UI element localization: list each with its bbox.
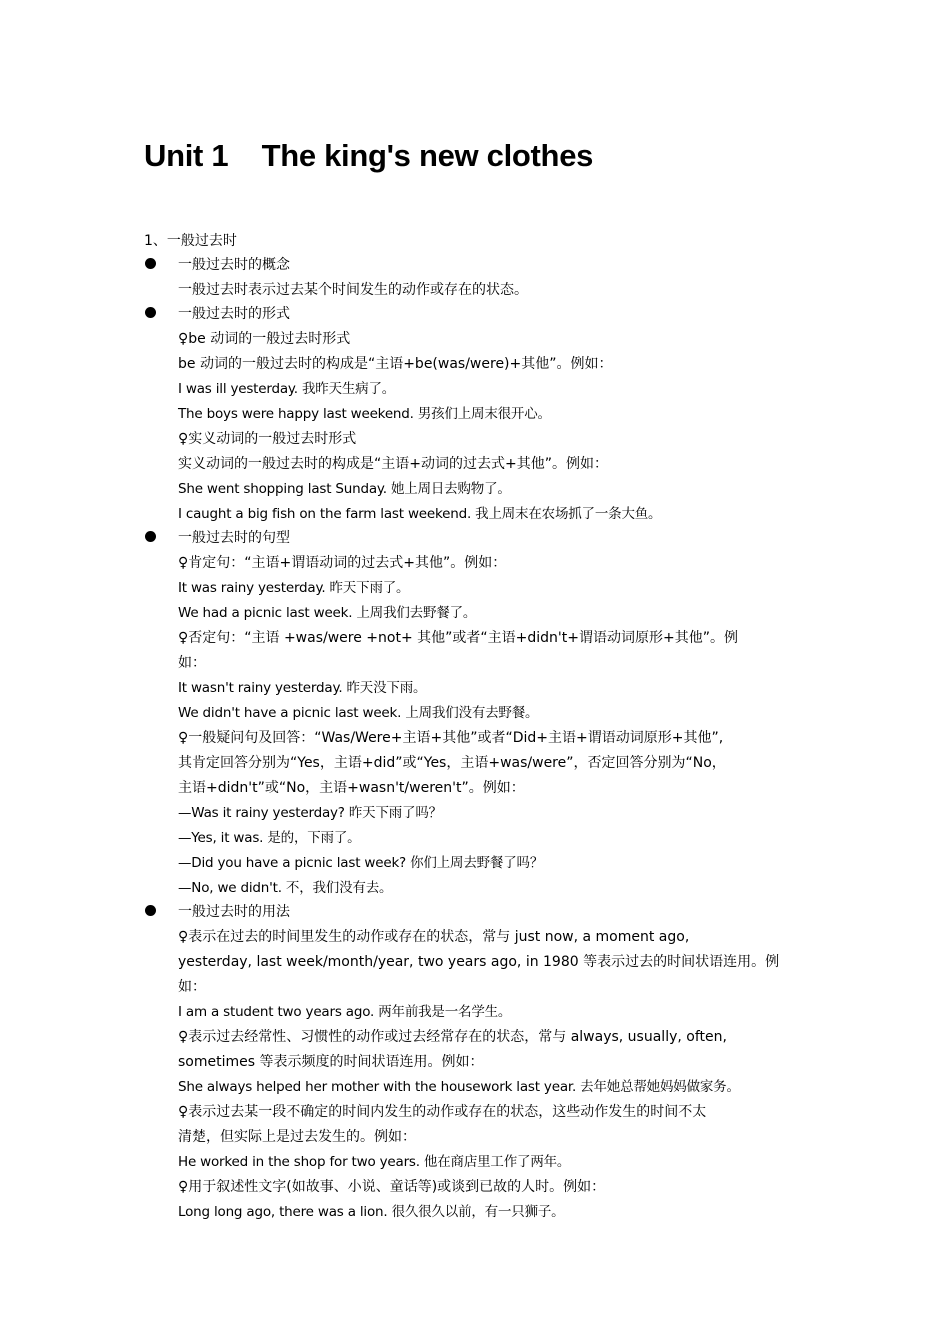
usage-rule-2: ♀表示过去经常性、习惯性的动作或过去经常存在的状态，常与 always, usually, often,: [178, 1029, 727, 1045]
usage-rule-2-cont: sometimes 等表示频度的时间状语连用。例如：: [178, 1054, 484, 1070]
sub-heading-negative: ♀否定句：“主语 +was/were +not+ 其他”或者“主语+didn't+谓语动词原形+其他”。例: [178, 630, 738, 646]
example-sentence: It wasn't rainy yesterday. 昨天没下雨。: [178, 680, 427, 696]
example-sentence: —Did you have a picnic last week? 你们上周去野餐了吗？: [178, 855, 544, 871]
sub-heading-verb: ♀实义动词的一般过去时形式: [178, 431, 357, 447]
section-heading: 1、一般过去时: [144, 233, 237, 249]
bullet-dot: [145, 905, 156, 916]
bullet-heading-patterns: 一般过去时的句型: [178, 530, 290, 546]
example-sentence: —Was it rainy yesterday? 昨天下雨了吗？: [178, 805, 442, 821]
example-sentence: I caught a big fish on the farm last weekend. 我上周末在农场抓了一条大鱼。: [178, 506, 662, 522]
example-sentence: The boys were happy last weekend. 男孩们上周末很开心。: [178, 406, 551, 422]
usage-rule-4: ♀用于叙述性文字(如故事、小说、童话等)或谈到已故的人时。例如：: [178, 1179, 606, 1195]
usage-rule-3-cont: 清楚，但实际上是过去发生的。例如：: [178, 1129, 416, 1145]
example-sentence: We had a picnic last week. 上周我们去野餐了。: [178, 605, 477, 621]
bullet-dot: [145, 258, 156, 269]
bullet-dot: [145, 531, 156, 542]
example-sentence: —Yes, it was. 是的，下雨了。: [178, 830, 361, 846]
bullet-dot: [145, 307, 156, 318]
sub-heading-negative-cont: 如：: [178, 655, 206, 671]
sub-heading-positive: ♀肯定句：“主语+谓语动词的过去式+其他”。例如：: [178, 555, 507, 571]
example-sentence: I am a student two years ago. 两年前我是一名学生。: [178, 1004, 512, 1020]
bullet-heading-usage: 一般过去时的用法: [178, 904, 290, 920]
rule-verb: 实义动词的一般过去时的构成是“主语+动词的过去式+其他”。例如：: [178, 456, 608, 472]
page-title: Unit 1 The king's new clothes: [144, 138, 594, 173]
example-sentence: I was ill yesterday. 我昨天生病了。: [178, 381, 396, 397]
bullet-heading-concept: 一般过去时的概念: [178, 257, 290, 273]
example-sentence: It was rainy yesterday. 昨天下雨了。: [178, 580, 410, 596]
rule-be: be 动词的一般过去时的构成是“主语+be(was/were)+其他”。例如：: [178, 356, 613, 372]
sub-heading-be: ♀be 动词的一般过去时形式: [178, 331, 351, 347]
sub-heading-question: ♀一般疑问句及回答：“Was/Were+主语+其他”或者“Did+主语+谓语动词原形+其他”,: [178, 730, 724, 746]
usage-rule-1-cont: yesterday, last week/month/year, two years ago, in 1980 等表示过去的时间状语连用。例: [178, 954, 780, 970]
example-sentence: —No, we didn't. 不，我们没有去。: [178, 880, 393, 896]
example-sentence: Long long ago, there was a lion. 很久很久以前，有一只狮子。: [178, 1204, 565, 1220]
usage-rule-3: ♀表示过去某一段不确定的时间内发生的动作或存在的状态，这些动作发生的时间不太: [178, 1104, 707, 1120]
example-sentence: He worked in the shop for two years. 他在商店里工作了两年。: [178, 1154, 571, 1170]
usage-rule-1-cont: 如：: [178, 979, 206, 995]
sub-heading-question-cont: 其肯定回答分别为“Yes，主语+did”或“Yes，主语+was/were”，否定回答分别为“No，: [178, 755, 726, 771]
example-sentence: She went shopping last Sunday. 她上周日去购物了。: [178, 481, 511, 497]
example-sentence: We didn't have a picnic last week. 上周我们没有去野餐。: [178, 705, 539, 721]
bullet-heading-form: 一般过去时的形式: [178, 306, 290, 322]
usage-rule-1: ♀表示在过去的时间里发生的动作或存在的状态，常与 just now, a moment ago,: [178, 929, 690, 945]
sub-heading-question-cont: 主语+didn't”或“No，主语+wasn't/weren't”。例如：: [178, 780, 525, 796]
concept-text: 一般过去时表示过去某个时间发生的动作或存在的状态。: [178, 282, 528, 298]
example-sentence: She always helped her mother with the housework last year. 去年她总帮她妈妈做家务。: [178, 1079, 740, 1095]
